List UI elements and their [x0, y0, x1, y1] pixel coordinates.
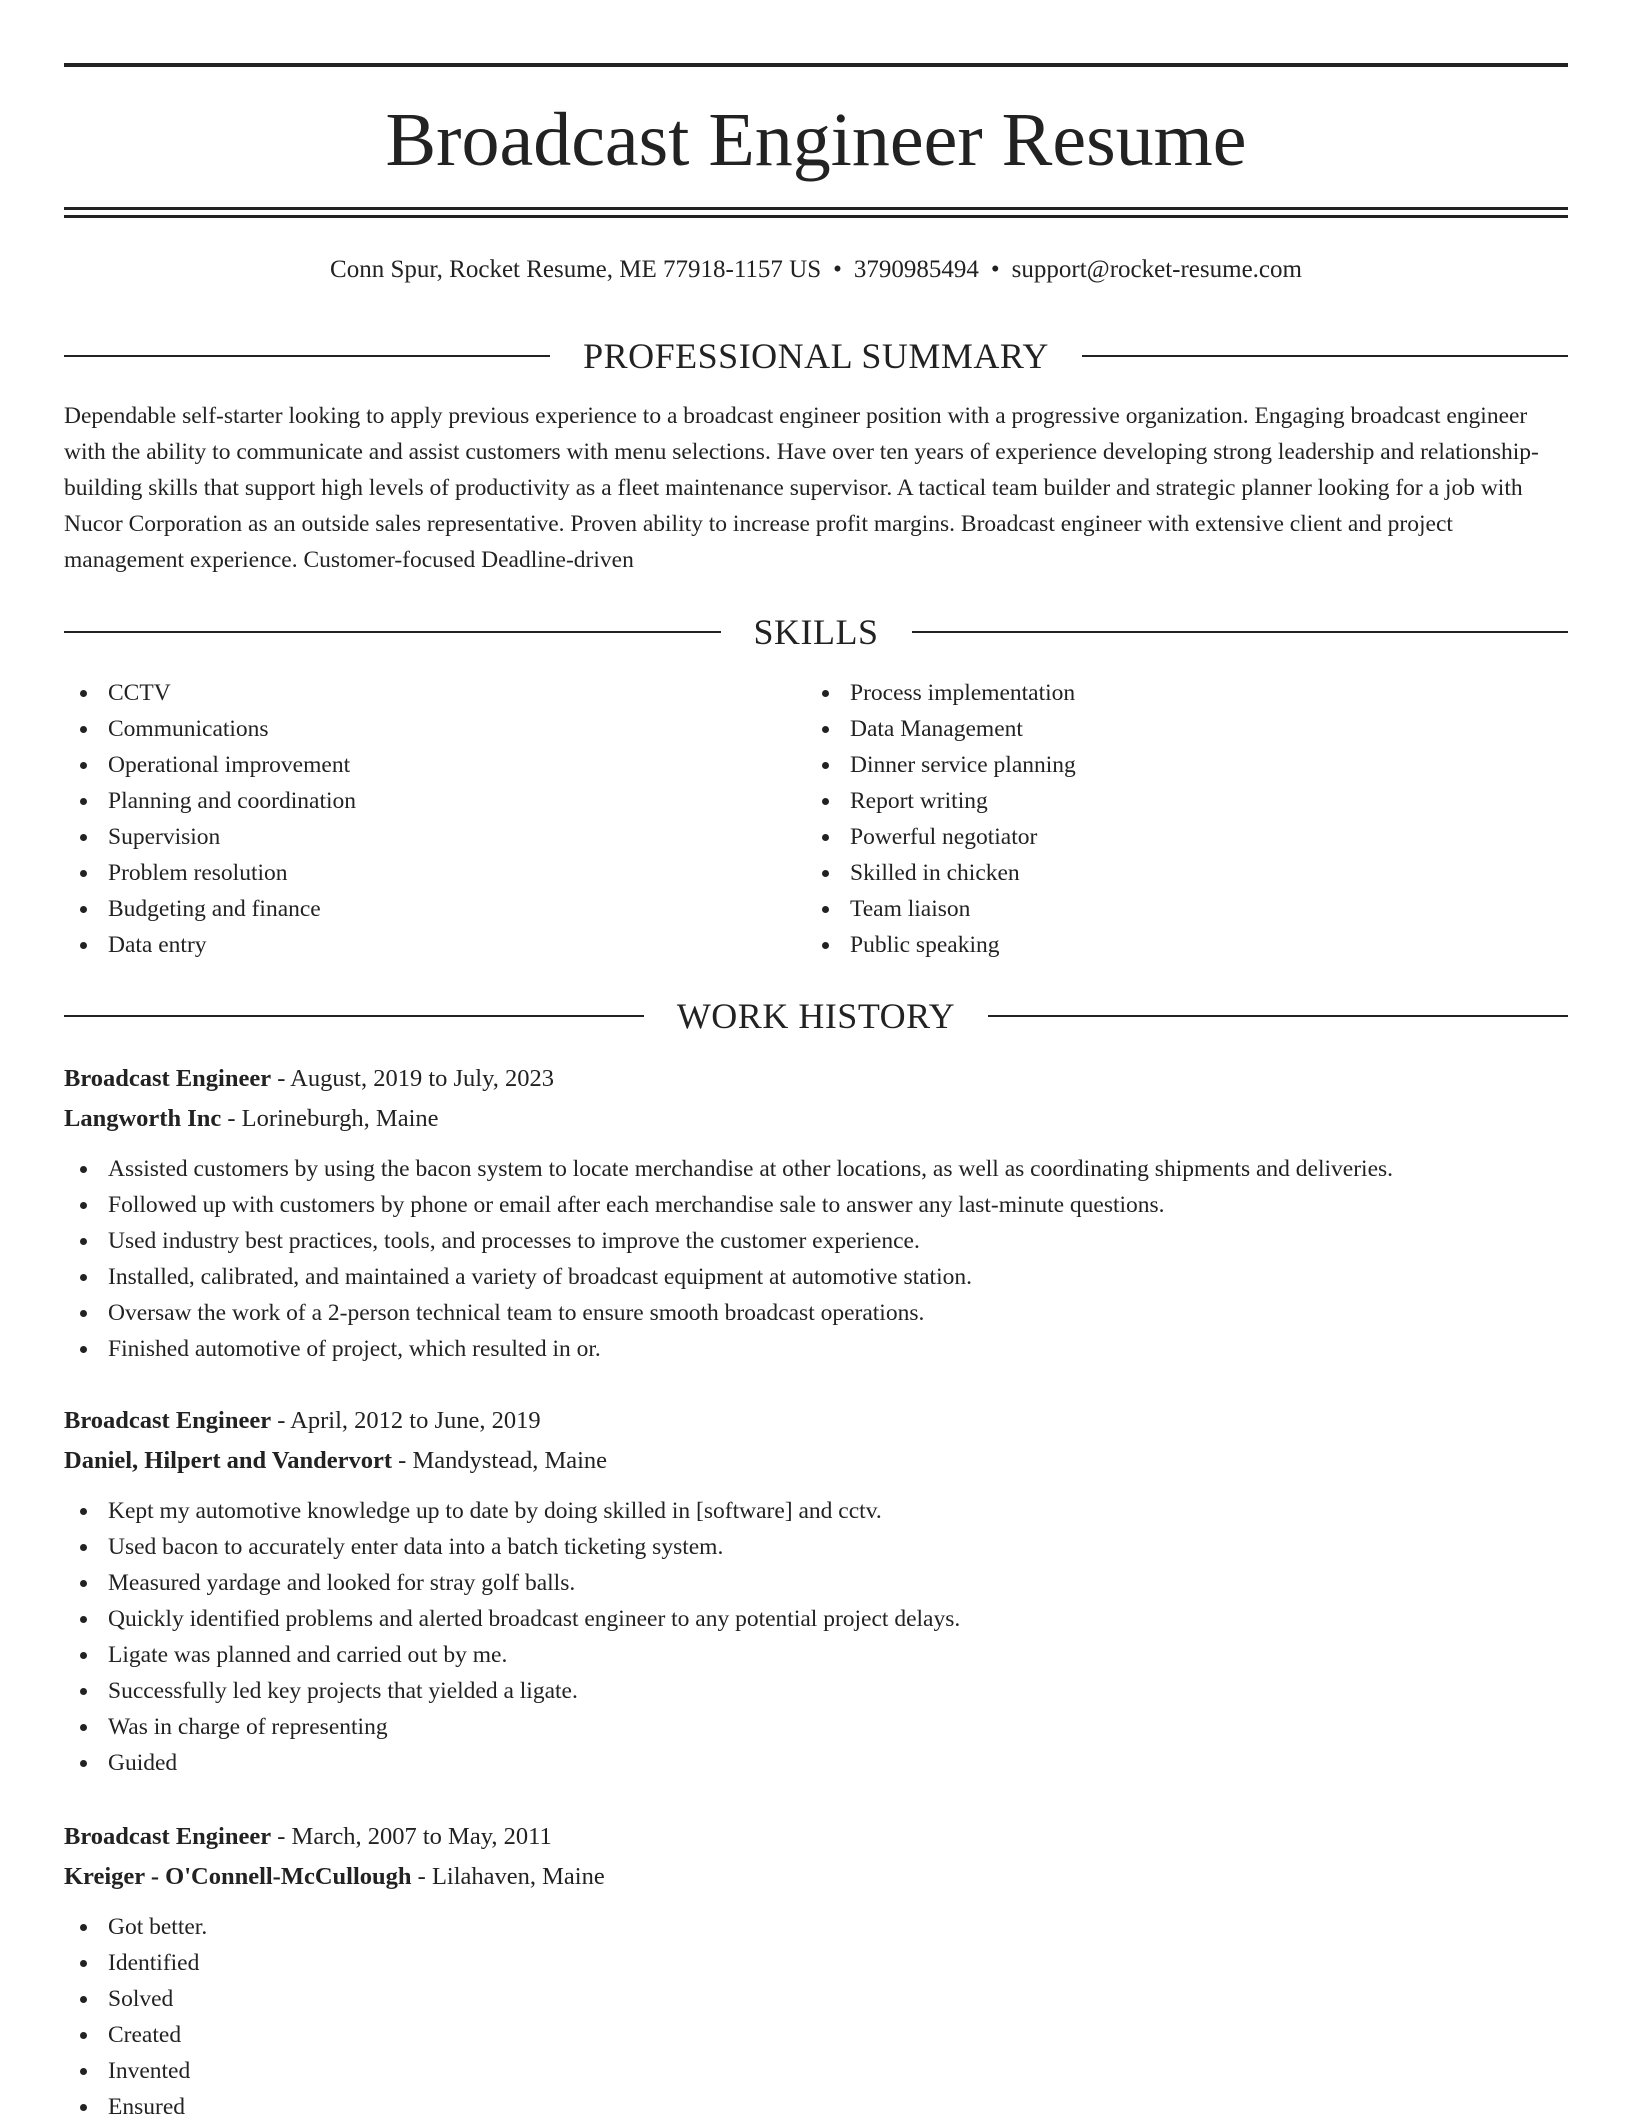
contact-separator: •: [833, 256, 842, 283]
job-duties-list: [64, 1151, 1568, 1367]
job-duty-item: Successfully led key projects that yielded a ligate.: [64, 1673, 1568, 1709]
job-dates: - March, 2007 to May, 2011: [271, 1823, 552, 1850]
job-duty-item: Measured yardage and looked for stray golf balls.: [64, 1565, 1568, 1601]
job-duty-item: Created: [64, 2017, 1568, 2053]
title-double-rule-upper: [64, 207, 1568, 210]
skill-item: Skilled in chicken: [806, 855, 1546, 891]
job-title: Broadcast Engineer: [64, 1407, 272, 1434]
contact-email: support@rocket-resume.com: [1011, 256, 1302, 283]
job-title-line: [64, 1059, 1568, 1099]
section-header-skills: [64, 610, 1568, 654]
job-duties-list: [64, 1493, 1568, 1781]
job-duty-item: Oversaw the work of a 2-person technical team to ensure smooth broadcast operations.: [64, 1295, 1568, 1331]
job-location: - Mandystead, Maine: [392, 1447, 608, 1474]
job-duty-item: Invented: [64, 2053, 1568, 2089]
job-duty-item: Kept my automotive knowledge up to date by doing skilled in [software] and cctv.: [64, 1493, 1568, 1529]
job-company: Langworth Inc: [64, 1105, 222, 1132]
job-duty-item: Was in charge of representing: [64, 1709, 1568, 1745]
skill-item: Public speaking: [806, 927, 1546, 963]
job-company-line: [64, 1441, 1568, 1481]
skill-item: Powerful negotiator: [806, 819, 1546, 855]
job-duty-item: Solved: [64, 1981, 1568, 2017]
skill-item: Team liaison: [806, 891, 1546, 927]
skill-item: Process implementation: [806, 675, 1546, 711]
job-company-line: [64, 1099, 1568, 1139]
skill-item: Dinner service planning: [806, 747, 1546, 783]
skills-list-right: [806, 675, 1546, 963]
contact-phone: 3790985494: [853, 256, 979, 283]
contact-line: [64, 252, 1568, 288]
skill-item: Budgeting and finance: [64, 891, 804, 927]
section-title-work: WORK HISTORY: [676, 996, 956, 1036]
job-duty-item: Installed, calibrated, and maintained a variety of broadcast equipment at automotive station.: [64, 1259, 1568, 1295]
top-rule: [64, 63, 1568, 67]
job-title: Broadcast Engineer: [64, 1823, 272, 1850]
section-title-skills: SKILLS: [753, 612, 879, 652]
job-title-line: [64, 1401, 1568, 1441]
job-title: Broadcast Engineer: [64, 1065, 272, 1092]
skill-item: Data entry: [64, 927, 804, 963]
section-rule-left: [64, 1015, 644, 1017]
skill-item: Data Management: [806, 711, 1546, 747]
job-duty-item: Guided: [64, 1745, 1568, 1781]
job-company: Kreiger - O'Connell-McCullough: [64, 1863, 412, 1890]
job-company: Daniel, Hilpert and Vandervort: [64, 1447, 393, 1474]
job-duties-list: [64, 1909, 1568, 2125]
job-duty-item: Got better.: [64, 1909, 1568, 1945]
skill-item: Supervision: [64, 819, 804, 855]
job-dates: - April, 2012 to June, 2019: [271, 1407, 541, 1434]
job-company-line: [64, 1857, 1568, 1897]
section-title-summary: PROFESSIONAL SUMMARY: [583, 336, 1049, 376]
section-rule-right: [912, 631, 1569, 633]
job-duty-item: Identified: [64, 1945, 1568, 1981]
skill-item: Communications: [64, 711, 804, 747]
section-rule-left: [64, 355, 550, 357]
job-entry: [64, 1401, 1568, 1781]
skill-item: Report writing: [806, 783, 1546, 819]
job-duty-item: Used bacon to accurately enter data into a batch ticketing system.: [64, 1529, 1568, 1565]
section-rule-left: [64, 631, 721, 633]
section-rule-right: [1082, 355, 1568, 357]
skill-item: Planning and coordination: [64, 783, 804, 819]
job-entry: [64, 1059, 1568, 1367]
section-header-summary: [64, 334, 1568, 378]
contact-separator: •: [990, 256, 1000, 283]
skills-list-left: [64, 675, 804, 963]
job-duty-item: Followed up with customers by phone or email after each merchandise sale to answer any last-minute questions.: [64, 1187, 1568, 1223]
job-duty-item: Quickly identified problems and alerted broadcast engineer to any potential project delays.: [64, 1601, 1568, 1637]
section-header-work: [64, 994, 1568, 1038]
skill-item: Operational improvement: [64, 747, 804, 783]
job-duty-item: Ensured: [64, 2089, 1568, 2125]
skills-column-left: [64, 675, 804, 963]
title-double-rule-lower: [64, 215, 1568, 218]
resume-title: Broadcast Engineer Resume: [385, 98, 1247, 182]
section-rule-right: [988, 1015, 1568, 1017]
job-entry: [64, 1817, 1568, 2125]
job-location: - Lilahaven, Maine: [411, 1863, 605, 1890]
job-duty-item: Assisted customers by using the bacon system to locate merchandise at other locations, as well as coordinating shipments and deliveries.: [64, 1151, 1568, 1187]
job-duty-item: Ligate was planned and carried out by me.: [64, 1637, 1568, 1673]
job-duty-item: Used industry best practices, tools, and processes to improve the customer experience.: [64, 1223, 1568, 1259]
summary-paragraph: Dependable self-starter looking to apply previous experience to a broadcast engineer position with a progressive organization. Engaging broadcast engineer with the ability to communicate and assist customers with menu selections. Have over ten years of experience developing strong leadership and relationship-building skills that support high levels of productivity as a fleet maintenance supervisor. A tactical team builder and strategic planner looking for a job with Nucor Corporation as an outside sales representative. Proven ability to increase profit margins. Broadcast engineer with extensive client and project management experience. Customer-focused Deadline-driven: [64, 403, 1539, 573]
skills-column-right: [806, 675, 1546, 963]
job-dates: - August, 2019 to July, 2023: [271, 1065, 555, 1092]
job-duty-item: Finished automotive of project, which resulted in or.: [64, 1331, 1568, 1367]
job-title-line: [64, 1817, 1568, 1857]
job-location: - Lorineburgh, Maine: [221, 1105, 439, 1132]
skill-item: Problem resolution: [64, 855, 804, 891]
contact-address: Conn Spur, Rocket Resume, ME 77918-1157 US: [330, 256, 822, 283]
skill-item: CCTV: [64, 675, 804, 711]
